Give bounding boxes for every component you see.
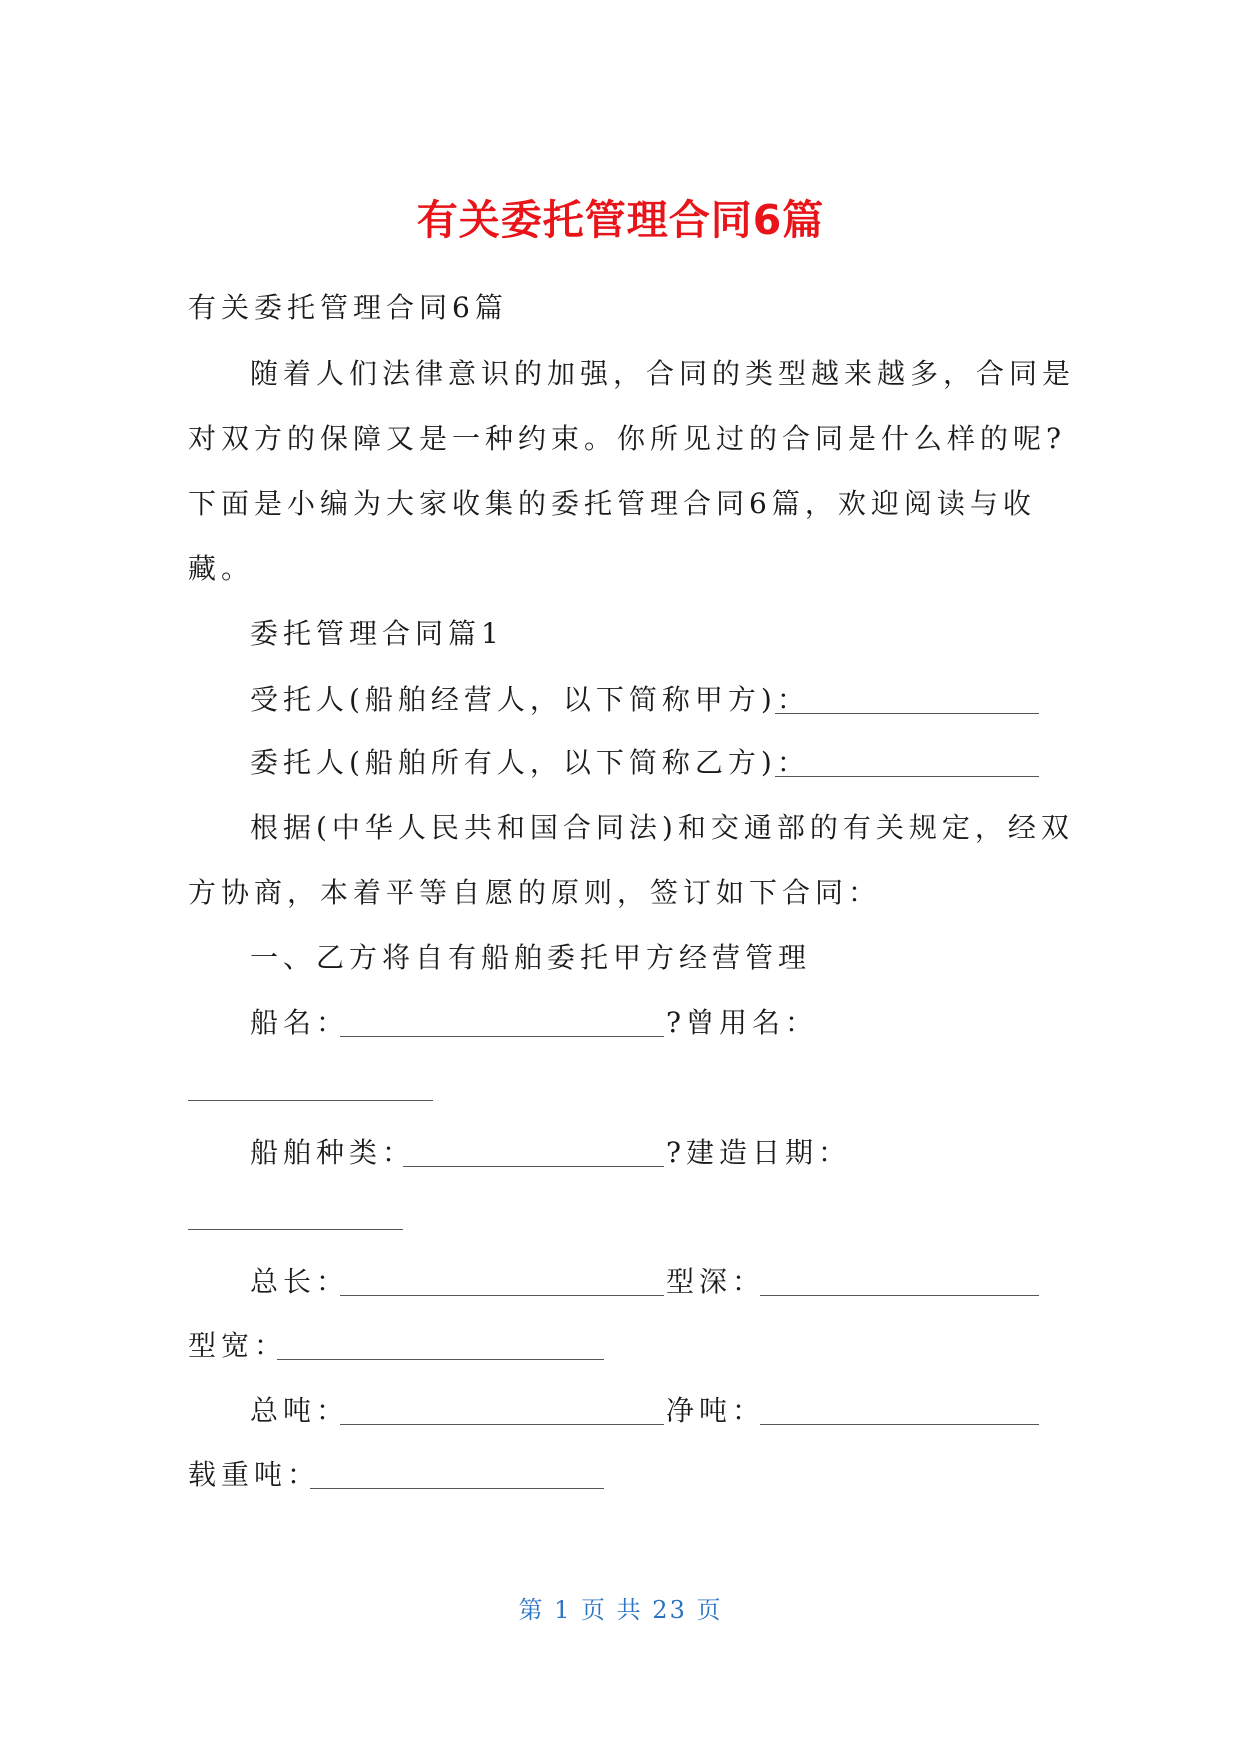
party-b-label: 委托人(船舶所有人，以下简称乙方)： [250,746,810,779]
clause-1: 一、乙方将自有船舶委托甲方经营管理 [250,941,812,974]
net-tonnage-blank [760,1424,1039,1425]
net-tonnage-label: 净吨： [666,1394,766,1427]
ship-type-blank [403,1166,664,1167]
gross-tonnage-blank [340,1424,664,1425]
intro-line-4: 藏。 [188,552,255,585]
gross-tonnage-label: 总吨： [250,1394,350,1427]
page-footer: 第 1 页 共 23 页 [518,1596,723,1624]
deadweight-blank [310,1488,604,1489]
depth-blank [760,1295,1039,1296]
former-name-blank [188,1100,433,1101]
build-date-blank [188,1229,403,1230]
ship-name-label: 船名： [250,1006,350,1039]
ship-name-blank [340,1036,664,1037]
party-b-blank [775,776,1039,777]
width-blank [277,1359,604,1360]
former-name-label: ?曾用名： [666,1006,819,1039]
party-a-blank [775,713,1039,714]
intro-line-2: 对双方的保障又是一种约束。你所见过的合同是什么样的呢? [188,422,1067,455]
intro-line-1: 随着人们法律意识的加强，合同的类型越来越多，合同是 [250,357,1076,390]
document-title: 有关委托管理合同6篇 [416,196,825,244]
intro-line-3: 下面是小编为大家收集的委托管理合同6篇，欢迎阅读与收 [188,487,1036,520]
basis-line-2: 方协商，本着平等自愿的原则，签订如下合同： [188,876,882,909]
section-heading: 委托管理合同篇1 [250,617,504,650]
width-label: 型宽： [188,1329,288,1362]
document-subtitle: 有关委托管理合同6篇 [188,291,508,324]
deadweight-label: 载重吨： [188,1458,321,1491]
length-label: 总长： [250,1265,350,1298]
basis-line-1: 根据(中华人民共和国合同法)和交通部的有关规定，经双 [250,811,1074,844]
build-date-label: ?建造日期： [666,1136,852,1169]
length-blank [340,1295,664,1296]
depth-label: 型深： [666,1265,766,1298]
ship-type-label: 船舶种类： [250,1136,416,1169]
party-a-label: 受托人(船舶经营人，以下简称甲方)： [250,683,810,716]
